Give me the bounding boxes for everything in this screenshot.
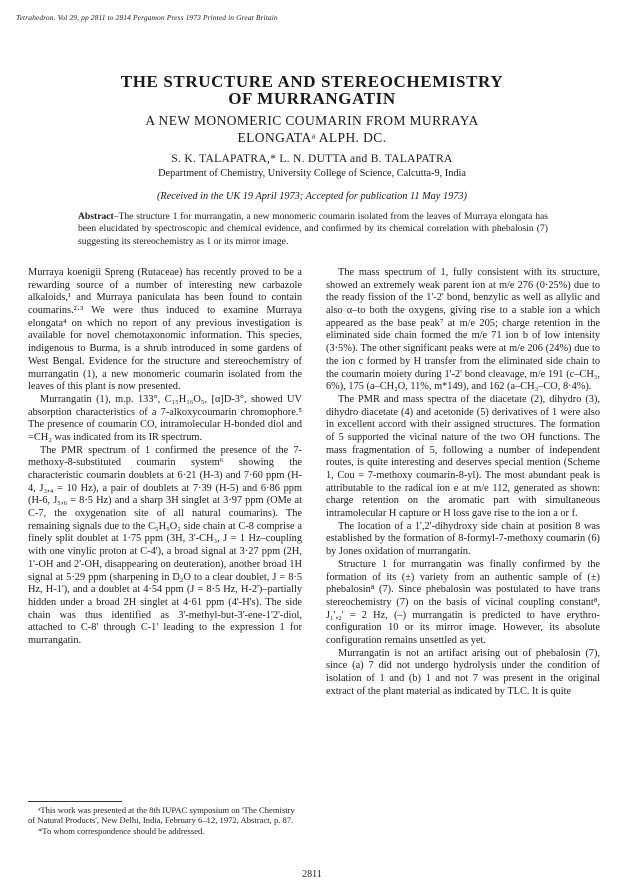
received-dates: (Received in the UK 19 April 1973; Accepted for publication 11 May 1973) — [157, 191, 467, 202]
paragraph: Structure 1 for murrangatin was finally confirmed by the formation of its (±) variety from an authentic sample of (±) phebalosin⁸ (7). Since phebalosin was postulated to have trans stereochemistry (7) on the basis of vicinal coupling constant⁸, J₁',₂' = 2 Hz, (–) murrangatin is predicted to have erythro-configuration 10 or its mirror image. However, its absolute configuration remains unsettled as yet. — [326, 558, 600, 646]
subtitle-line-1: A NEW MONOMERIC COUMARIN FROM MURRAYA — [145, 113, 479, 128]
subtitle-line-2: ELONGATAᵃ ALPH. DC. — [237, 130, 387, 145]
paragraph: Murraya koenigii Spreng (Rutaceae) has recently proved to be a rewarding source of a number of interesting new carbazole alkaloids,¹ and Murraya paniculata has been found to contain coumarins.²·³ We were thus induced to examine Murraya elongata⁴ on which no report of any previous investigation is available for novel chemotaxonomic information. This species, indigenous to Burma, is a shrub introduced in some gardens of West Bengal. Evidence for the structure and stereochemistry of murrangatin (1), a new monomeric coumarin isolated from the leaves of this plant is now presented. — [28, 267, 302, 393]
article-title — [0, 73, 624, 107]
paragraph: The PMR spectrum of 1 confirmed the presence of the 7-methoxy-8-substituted coumarin system⁶ showing the characteristic coumarin doublets at 6·21 (H-3) and 7·60 ppm (H-4, J₃,₄ = 10 Hz), a pair of doublets at 7·39 (H-5) and 6·86 ppm (H-6, J₅,₆ = 8·5 Hz) and a sharp 3H singlet at 3·97 ppm (OMe at C-7, the oxygenation site of all natural coumarins). The remaining signals due to the C₅H₉O₂ side chain at C-8 comprise a finely split doublet at 1·75 ppm (3H, 3'-CH₃, J = 1 Hz–coupling with one vinylic proton at C-4'), a broad signal at 3·27 ppm (2H, 1'-OH and 2'-OH, disappearing on deuteration), another broad 1H signal at 5·29 ppm (sharpening in D₂O to a clear doublet, J = 8·5 Hz, H-1'), and a doublet at 4·54 ppm (J = 8·5 Hz, H-2')–partially hidden under a broad 2H singlet at 4·61 ppm (4'-H's). The side chain was thus identified as 3'-methyl-but-3'-ene-1'2'-diol, attached to C-8' through C-1' leading to the expression 1 for murrangatin. — [28, 444, 302, 646]
authors: S. K. TALAPATRA,* L. N. DUTTA and B. TALAPATRA — [171, 153, 453, 165]
affiliation: Department of Chemistry, University College of Science, Calcutta-9, India — [158, 168, 466, 179]
paragraph: The PMR and mass spectra of the diacetate (2), dihydro (3), dihydro diacetate (4) and acetonide (5) derivatives of 1 were also in excellent accord with their assigned structures. The formation of 5 supported the vicinal nature of the two OH functions. The mass fragmentation of 5, following a number of independent routes, is quite interesting and deserves special mention (Scheme 1, Cou = 7-methoxy coumarin-8-yl). The most abundant peak is attributable to the radical ion e at m/e 112, generated as shown: charge retention on the aromatic part with simultaneous intramolecular H capture or H loss gave rise to the ion a or f. — [326, 393, 600, 520]
abstract — [78, 211, 548, 248]
article-subtitle — [0, 112, 624, 146]
title-line-2: OF MURRANGATIN — [228, 89, 396, 108]
footnote: *To whom correspondence should be addressed. — [38, 825, 205, 836]
abstract-label: Abstract — [78, 211, 114, 222]
footnote-divider — [28, 801, 122, 802]
paragraph: Murrangatin is not an artifact arising out of phebalosin (7), since (a) 7 did not undergo hydrolysis under the condition of isolation of 1 and (b) 1 and not 7 was present in the original extract of the plant material as indicated by TLC. It is quite — [326, 647, 600, 697]
paragraph: Murrangatin (1), m.p. 133°, C₁₅H₁₆O₅, [α]D-3°, showed UV absorption characteristics of a 7-alkoxycoumarin chromophore.⁵ The presence of coumarin CO, intramolecular H-bonded diol and =CH₂ was indicated from its IR spectrum. — [28, 393, 302, 443]
paragraph: The mass spectrum of 1, fully consistent with its structure, showed an extremely weak parent ion at m/e 276 (0·25%) due to the ready fission of the 1'-2' bond, benzylic as well as allylic and also α–to both the oxygens, giving rise to a stable ion a which appeared as the base peak⁷ at m/e 205; charge retention in the eliminated side chain formed the m/e 71 ion b of low intensity (3·5%). The other significant peaks were at m/e 206 (24%) due to the ion c formed by H transfer from the eliminated side chain to the coumarin moiety during 1'-2' bond cleavage, m/e 191 (c–CH₃, 6%), 175 (a–CH₂O, 11%, m*149), and 162 (a–CH₃–CO, 8·4%). — [326, 267, 600, 393]
right-column — [326, 267, 600, 698]
footnote: ᵃThis work was presented at the 8th IUPAC symposium on 'The Chemistry of Natural Products', New Delhi, India, February 6–12, 1972, Abstract, p. 87. — [28, 805, 295, 826]
footnotes — [28, 805, 302, 836]
left-column — [28, 267, 302, 648]
title-line-1: THE STRUCTURE AND STEREOCHEMISTRY — [120, 72, 504, 91]
page-number: 2811 — [302, 869, 322, 880]
abstract-text: –The structure 1 for murrangatin, a new monomeric coumarin isolated from the leaves of Murraya elongata has been elucidated by spectroscopic and chemical evidence, and confirmed by its chemical correlation with phebalosin (7) suggesting its stereochemistry as 1 or its mirror image. — [78, 211, 548, 247]
journal-header: Tetrahedron. Vol 29, pp 2811 to 2814 Pergamon Press 1973 Printed in Great Britain — [16, 13, 278, 22]
paragraph: The location of a 1',2'-dihydroxy side chain at position 8 was established by the formation of 8-formyl-7-methoxy coumarin (6) by Jones oxidation of murrangatin. — [326, 520, 600, 558]
